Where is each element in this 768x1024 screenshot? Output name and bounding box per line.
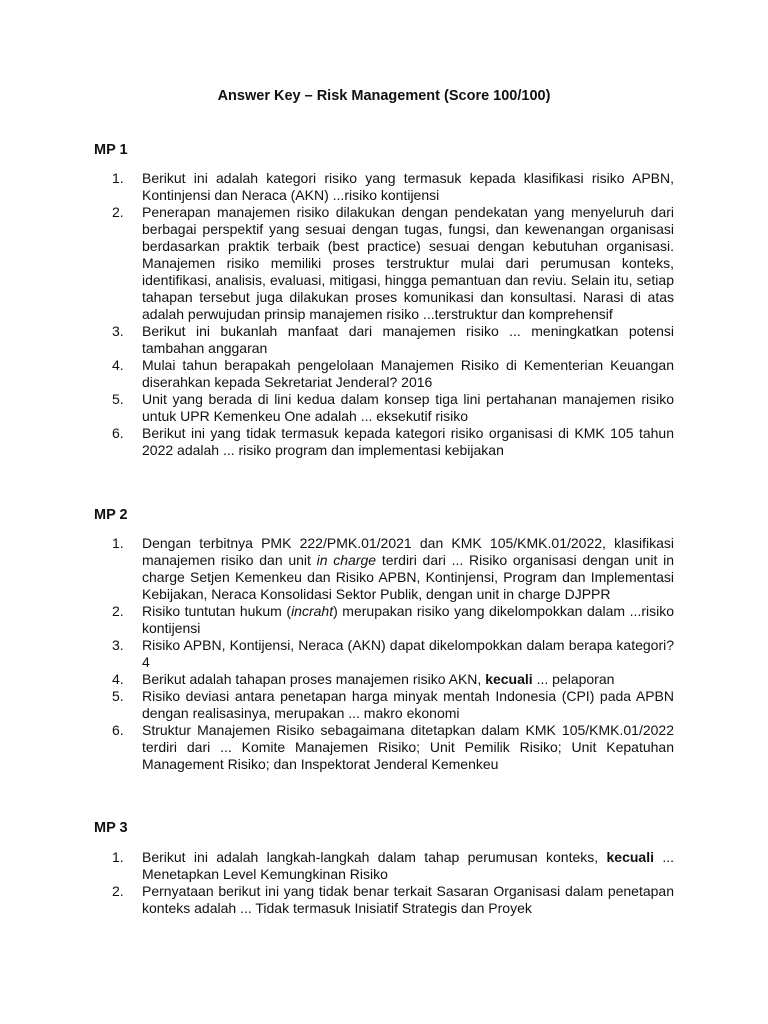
section-heading: MP 2 xyxy=(94,507,128,523)
item-number: 6. xyxy=(112,722,124,738)
item-number: 1. xyxy=(112,170,124,186)
list-item xyxy=(94,637,674,671)
item-text: Pernyataan berikut ini yang tidak benar terkait Sasaran Organisasi dalam penetapan konteks adalah ... Tidak termasuk Inisiatif Strategis dan Proyek xyxy=(142,883,674,916)
item-number: 4. xyxy=(112,671,124,687)
item-text xyxy=(142,849,674,883)
item-number: 2. xyxy=(112,204,124,220)
item-number: 4. xyxy=(112,357,124,373)
list-item xyxy=(94,170,674,204)
item-number: 6. xyxy=(112,425,124,441)
list-item xyxy=(94,425,674,459)
section-heading: MP 1 xyxy=(94,142,128,158)
item-text xyxy=(142,535,674,603)
item-text: Berikut ini adalah kategori risiko yang termasuk kepada klasifikasi risiko APBN, Kontinjensi dan Neraca (AKN) ...risiko kontijensi xyxy=(142,170,674,203)
document-title: Answer Key – Risk Management (Score 100/100) xyxy=(217,88,551,104)
list-item xyxy=(94,883,674,917)
item-number: 5. xyxy=(112,391,124,407)
item-text: Berikut ini bukanlah manfaat dari manajemen risiko ... meningkatkan potensi tambahan anggaran xyxy=(142,323,674,356)
list-item xyxy=(94,849,674,883)
item-number: 2. xyxy=(112,603,124,619)
item-text: Berikut ini yang tidak termasuk kepada kategori risiko organisasi di KMK 105 tahun 2022 adalah ... risiko program dan implementasi kebijakan xyxy=(142,425,674,458)
list-item xyxy=(94,671,674,688)
question-list xyxy=(94,535,674,773)
question-list xyxy=(94,170,674,459)
item-text: Mulai tahun berapakah pengelolaan Manajemen Risiko di Kementerian Keuangan diserahkan kepada Sekretariat Jenderal? 2016 xyxy=(142,357,674,390)
section-mp-2 xyxy=(94,507,674,773)
list-item xyxy=(94,323,674,357)
section-mp-3 xyxy=(94,820,674,917)
item-text: Risiko APBN, Kontijensi, Neraca (AKN) dapat dikelompokkan dalam berapa kategori? 4 xyxy=(142,637,674,670)
item-number: 3. xyxy=(112,637,124,653)
text-run: terdiri dari ... Risiko organisasi dengan unit in charge Setjen Kemenkeu dan Risiko APBN, Kontinjensi, Program dan Implementasi Kebijakan, Neraca Konsolidasi Sektor Publik, dengan unit in charge DJPPR xyxy=(142,552,675,602)
bold-text: kecuali xyxy=(485,671,533,687)
text-run: Risiko tuntutan hukum ( xyxy=(142,603,292,619)
item-text xyxy=(142,671,674,688)
item-number: 1. xyxy=(112,849,124,865)
text-run: Berikut adalah tahapan proses manajemen risiko AKN, xyxy=(142,671,486,687)
list-item xyxy=(94,603,674,637)
italic-text: in charge xyxy=(316,552,377,568)
item-text: Risiko deviasi antara penetapan harga minyak mentah Indonesia (CPI) pada APBN dengan realisasinya, merupakan ... makro ekonomi xyxy=(142,688,674,721)
section-heading: MP 3 xyxy=(94,820,128,836)
question-list xyxy=(94,849,674,917)
text-run: Dengan terbitnya PMK 222/PMK.01/2021 dan KMK 105/KMK.01/2022, klasifikasi manajemen risiko dan unit xyxy=(142,535,674,568)
text-run: ... Menetapkan Level Kemungkinan Risiko xyxy=(142,849,675,882)
item-number: 1. xyxy=(112,535,124,551)
item-text: Penerapan manajemen risiko dilakukan dengan pendekatan yang menyeluruh dari berbagai perspektif yang sesuai dengan tugas, fungsi, dan kewenangan organisasi berdasarkan praktik terbaik (best practice) sesuai dengan kebutuhan organisasi. Manajemen risiko memiliki proses terstruktur mulai dari perumusan konteks, identifikasi, analisis, evaluasi, mitigasi, hingga pemantuan dan reviu. Selain itu, setiap tahapan tersebut juga dilakukan proses komunikasi dan konsultasi. Narasi di atas adalah perwujudan prinsip manajemen risiko ...terstruktur dan komprehensif xyxy=(142,204,674,322)
item-text: Unit yang berada di lini kedua dalam konsep tiga lini pertahanan manajemen risiko untuk UPR Kemenkeu One adalah ... eksekutif risiko xyxy=(142,391,674,424)
text-run: Berikut ini adalah langkah-langkah dalam tahap perumusan konteks, xyxy=(142,849,607,865)
bold-text: kecuali xyxy=(606,849,654,865)
list-item xyxy=(94,535,674,603)
text-run: ... pelaporan xyxy=(532,671,615,687)
text-run: ) merupakan risiko yang dikelompokkan dalam ...risiko kontijensi xyxy=(142,603,674,636)
item-number: 3. xyxy=(112,323,124,339)
list-item xyxy=(94,204,674,323)
italic-text: incraht xyxy=(291,603,334,619)
list-item xyxy=(94,688,674,722)
list-item xyxy=(94,722,674,773)
list-item xyxy=(94,391,674,425)
list-item xyxy=(94,357,674,391)
item-text xyxy=(142,603,674,637)
section-mp-1 xyxy=(94,142,674,459)
item-number: 2. xyxy=(112,883,124,899)
item-text: Struktur Manajemen Risiko sebagaimana ditetapkan dalam KMK 105/KMK.01/2022 terdiri dari ... Komite Manajemen Risiko; Unit Pemilik Risiko; Unit Kepatuhan Management Risiko; dan Inspektorat Jenderal Kemenkeu xyxy=(142,722,674,772)
item-number: 5. xyxy=(112,688,124,704)
